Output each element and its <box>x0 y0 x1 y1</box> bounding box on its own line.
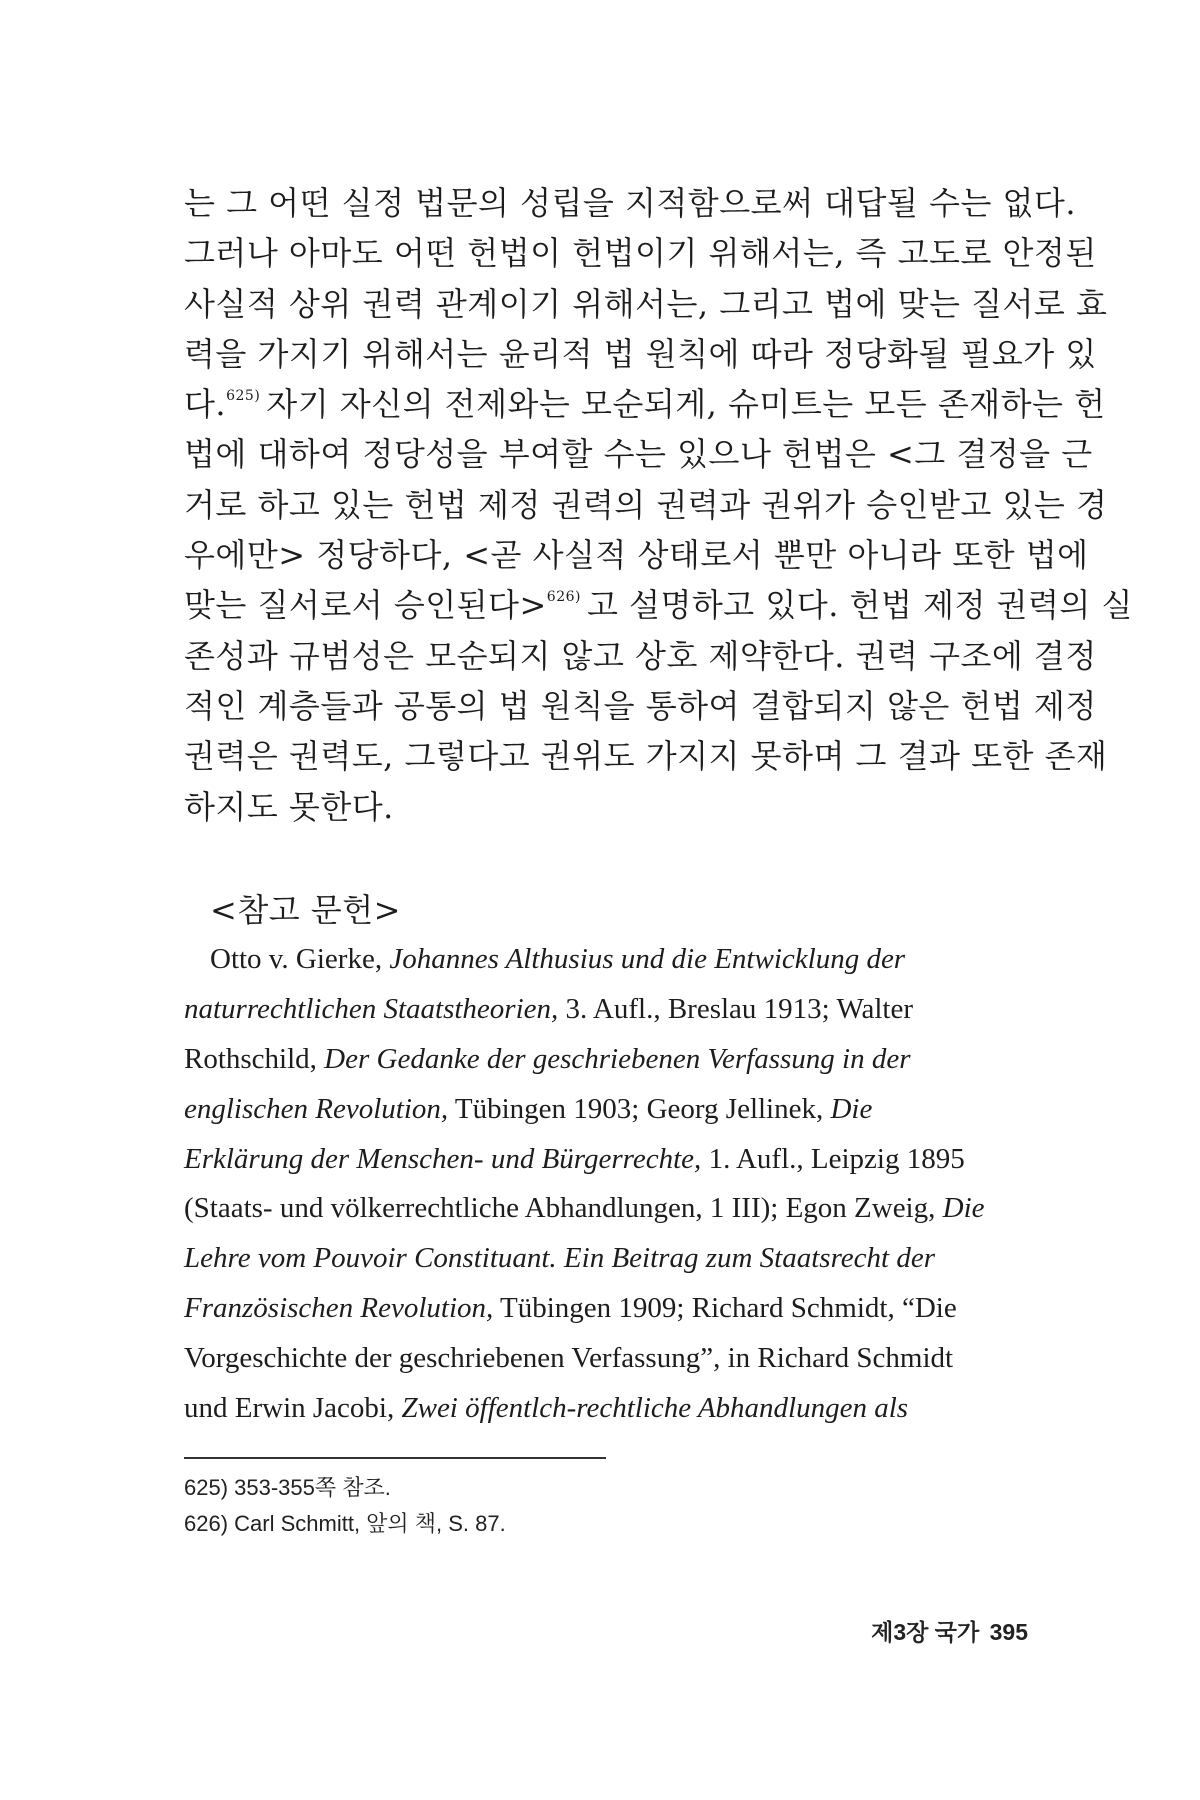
reference-line: und Erwin Jacobi, Zwei öffentlch-rechtliche Abhandlungen als <box>184 1392 909 1425</box>
text-line: 력을 가지기 위해서는 윤리적 법 원칙에 따라 정당화될 필요가 있 <box>184 334 1097 373</box>
body-text <box>184 178 1133 832</box>
text-line: 다.$^{625)}$ 자기 자신의 전제와는 모순되게, 슈미트는 모든 존재하는 헌 <box>184 385 1106 424</box>
footnote-ref-626[interactable]: 626) <box>546 588 581 605</box>
text-line: 그러나 아마도 어떤 헌법이 헌법이기 위해서는, 즉 고도로 안정된 <box>184 234 1097 273</box>
text-line: 사실적 상위 권력 관계이기 위해서는, 그리고 법에 맞는 질서로 효 <box>184 284 1108 323</box>
text-line: 권력은 권력도, 그렇다고 권위도 가지지 못하며 그 결과 또한 존재 <box>184 737 1108 776</box>
text-line: 우에만> 정당하다, <곧 사실적 상태로서 뿐만 아니라 또한 법에 <box>184 536 1089 575</box>
text-line: 법에 대하여 정당성을 부여할 수는 있으나 헌법은 <그 결정을 근 <box>184 435 1093 474</box>
references-heading: <참고 문헌> <box>210 891 401 929</box>
chapter-title: 제3장 국가 <box>871 1619 980 1645</box>
footnote-625: 625) 353-355쪽 참조. <box>184 1475 391 1500</box>
text-line: 거로 하고 있는 헌법 제정 권력의 권력과 권위가 승인받고 있는 경 <box>184 485 1108 524</box>
reference-line: Vorgeschichte der geschriebenen Verfassung”, in Richard Schmidt <box>184 1342 954 1375</box>
reference-line: Erklärung der Menschen- und Bürgerrechte, 1. Aufl., Leipzig 1895 <box>184 1142 965 1175</box>
footnote-626: 626) Carl Schmitt, 앞의 책, S. 87. <box>184 1511 506 1536</box>
reference-line: englischen Revolution, Tübingen 1903; Georg Jellinek, Die <box>184 1092 873 1125</box>
reference-line: Lehre vom Pouvoir Constituant. Ein Beitrag zum Staatsrecht der <box>184 1242 935 1275</box>
text-line: 존성과 규범성은 모순되지 않고 상호 제약한다. 권력 구조에 결정 <box>184 636 1097 675</box>
page-footer <box>867 1614 1028 1647</box>
text-line: 적인 계층들과 공통의 법 원칙을 통하여 결합되지 않은 헌법 제정 <box>184 686 1097 725</box>
references-list <box>184 935 1053 1434</box>
reference-line: (Staats- und völkerrechtliche Abhandlungen, 1 III); Egon Zweig, Die <box>184 1192 985 1225</box>
footnotes <box>184 1470 506 1542</box>
reference-line: naturrechtlichen Staatstheorien, 3. Aufl., Breslau 1913; Walter <box>184 992 914 1025</box>
reference-line: Rothschild, Der Gedanke der geschriebenen Verfassung in der <box>184 1042 911 1075</box>
footnote-divider <box>184 1457 606 1459</box>
footnote-ref-625[interactable]: 625) <box>226 387 261 404</box>
page-number: 395 <box>989 1619 1028 1645</box>
reference-line: Otto v. Gierke, Johannes Althusius und die Entwicklung der <box>210 943 906 975</box>
reference-line: Französischen Revolution, Tübingen 1909; Richard Schmidt, “Die <box>184 1292 957 1325</box>
text-line: 는 그 어떤 실정 법문의 성립을 지적함으로써 대답될 수는 없다. <box>184 184 1077 222</box>
text-line: 하지도 못한다. <box>184 787 394 826</box>
text-line: 맞는 질서로서 승인된다>$^{626)}$ 고 설명하고 있다. 헌법 제정 권력의 실 <box>184 586 1133 625</box>
